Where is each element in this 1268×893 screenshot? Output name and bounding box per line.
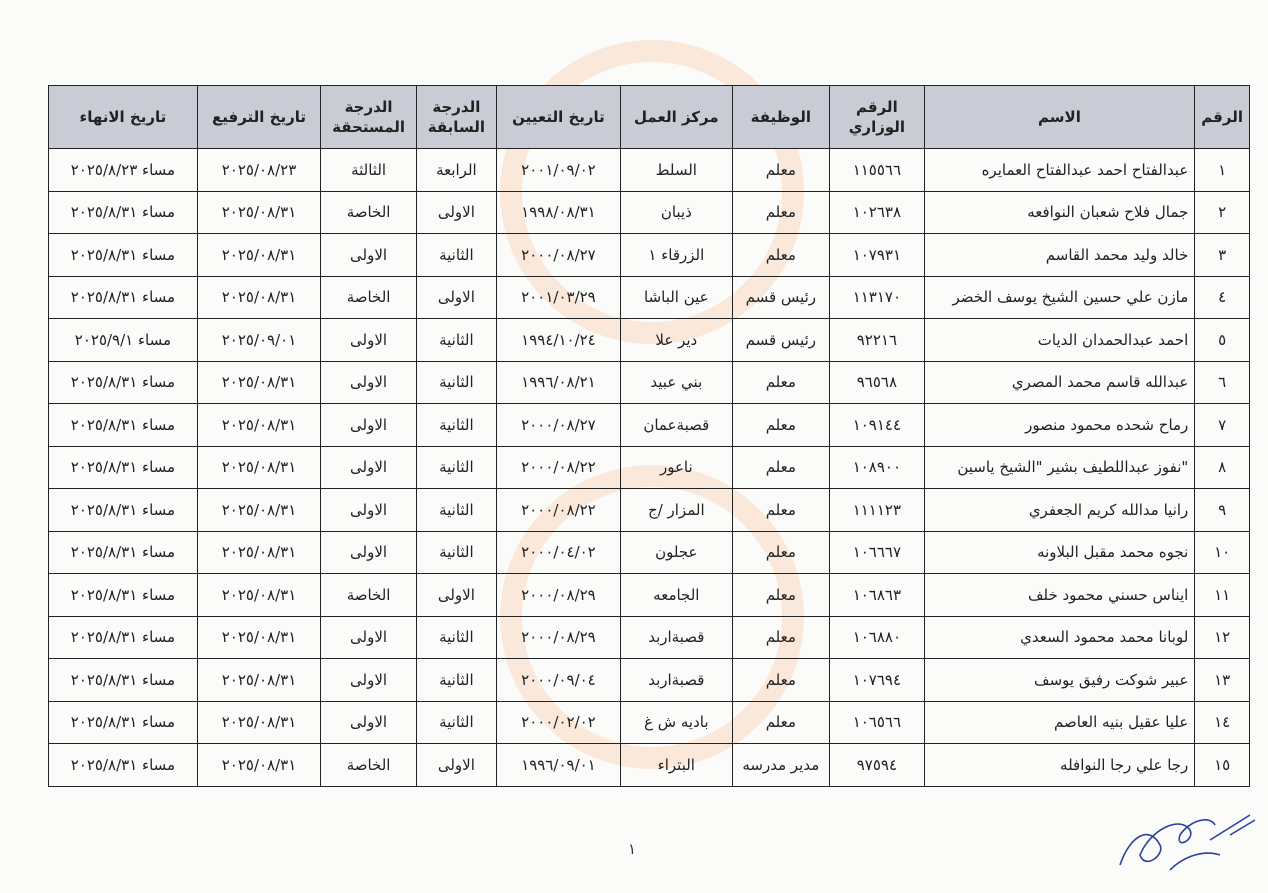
cell-col-name: عبدالله قاسم محمد المصري [924, 361, 1195, 404]
cell-col-due-grade: الاولى [321, 489, 417, 532]
cell-col-end-date: مساء ٢٠٢٥/٨/٣١ [49, 489, 198, 532]
cell-col-job: معلم [732, 574, 830, 617]
cell-col-job: معلم [732, 234, 830, 277]
cell-col-workplace: باديه ش غ [621, 701, 732, 744]
cell-col-due-grade: الاولى [321, 361, 417, 404]
cell-col-due-grade: الاولى [321, 234, 417, 277]
cell-col-number: ٩ [1195, 489, 1250, 532]
cell-col-previous-grade: الرابعة [416, 149, 496, 192]
cell-col-appointment-date: ٢٠٠٠/٠٨/٢٧ [496, 234, 620, 277]
cell-col-end-date: مساء ٢٠٢٥/٨/٣١ [49, 404, 198, 447]
cell-col-previous-grade: الثانية [416, 701, 496, 744]
cell-col-job: معلم [732, 701, 830, 744]
cell-col-previous-grade: الثانية [416, 404, 496, 447]
cell-col-appointment-date: ٢٠٠٠/٠٤/٠٢ [496, 531, 620, 574]
cell-col-ministry-id: ١١٥٥٦٦ [830, 149, 925, 192]
cell-col-due-grade: الاولى [321, 701, 417, 744]
cell-col-number: ٦ [1195, 361, 1250, 404]
cell-col-number: ٤ [1195, 276, 1250, 319]
cell-col-ministry-id: ٩٢٢١٦ [830, 319, 925, 362]
cell-col-name: لوبانا محمد محمود السعدي [924, 616, 1195, 659]
cell-col-ministry-id: ١٠٦٨٨٠ [830, 616, 925, 659]
cell-col-appointment-date: ٢٠٠٠/٠٩/٠٤ [496, 659, 620, 702]
cell-col-promotion-date: ٢٠٢٥/٠٨/٣١ [197, 191, 320, 234]
cell-col-due-grade: الخاصة [321, 191, 417, 234]
cell-col-appointment-date: ١٩٩٦/٠٩/٠١ [496, 744, 620, 787]
cell-col-end-date: مساء ٢٠٢٥/٨/٣١ [49, 361, 198, 404]
cell-col-promotion-date: ٢٠٢٥/٠٨/٣١ [197, 659, 320, 702]
cell-col-workplace: البتراء [621, 744, 732, 787]
cell-col-name: عليا عقيل بنيه العاصم [924, 701, 1195, 744]
cell-col-appointment-date: ٢٠٠٠/٠٨/٢٧ [496, 404, 620, 447]
cell-col-due-grade: الاولى [321, 446, 417, 489]
header-col-job: الوظيفة [732, 86, 830, 149]
cell-col-number: ٢ [1195, 191, 1250, 234]
cell-col-promotion-date: ٢٠٢٥/٠٨/٣١ [197, 361, 320, 404]
table-row [49, 531, 1250, 574]
table-row [49, 616, 1250, 659]
cell-col-job: معلم [732, 616, 830, 659]
cell-col-ministry-id: ١٠٦٥٦٦ [830, 701, 925, 744]
table-row [49, 361, 1250, 404]
cell-col-previous-grade: الثانية [416, 361, 496, 404]
cell-col-workplace: الزرقاء ١ [621, 234, 732, 277]
cell-col-end-date: مساء ٢٠٢٥/٨/٣١ [49, 531, 198, 574]
cell-col-end-date: مساء ٢٠٢٥/٨/٣١ [49, 191, 198, 234]
cell-col-promotion-date: ٢٠٢٥/٠٨/٣١ [197, 234, 320, 277]
cell-col-promotion-date: ٢٠٢٥/٠٨/٣١ [197, 616, 320, 659]
cell-col-ministry-id: ١١١١٢٣ [830, 489, 925, 532]
cell-col-ministry-id: ١٠٦٨٦٣ [830, 574, 925, 617]
cell-col-promotion-date: ٢٠٢٥/٠٩/٠١ [197, 319, 320, 362]
cell-col-ministry-id: ١٠٨٩٠٠ [830, 446, 925, 489]
cell-col-workplace: قصبةاربد [621, 659, 732, 702]
cell-col-previous-grade: الاولى [416, 744, 496, 787]
cell-col-previous-grade: الثانية [416, 531, 496, 574]
cell-col-promotion-date: ٢٠٢٥/٠٨/٣١ [197, 744, 320, 787]
table-row [49, 234, 1250, 277]
cell-col-job: معلم [732, 361, 830, 404]
cell-col-promotion-date: ٢٠٢٥/٠٨/٣١ [197, 489, 320, 532]
cell-col-previous-grade: الاولى [416, 276, 496, 319]
cell-col-ministry-id: ١٠٢٦٣٨ [830, 191, 925, 234]
header-col-promotion-date: تاريخ الترفيع [197, 86, 320, 149]
header-col-number: الرقم [1195, 86, 1250, 149]
cell-col-ministry-id: ١١٣١٧٠ [830, 276, 925, 319]
header-col-previous-grade: الدرجة السابقة [416, 86, 496, 149]
cell-col-job: معلم [732, 404, 830, 447]
cell-col-promotion-date: ٢٠٢٥/٠٨/٣١ [197, 276, 320, 319]
cell-col-appointment-date: ١٩٩٦/٠٨/٢١ [496, 361, 620, 404]
cell-col-number: ١٢ [1195, 616, 1250, 659]
cell-col-job: معلم [732, 191, 830, 234]
cell-col-number: ١٣ [1195, 659, 1250, 702]
table-row [49, 149, 1250, 192]
cell-col-number: ٧ [1195, 404, 1250, 447]
cell-col-number: ١٤ [1195, 701, 1250, 744]
cell-col-ministry-id: ٩٦٥٦٨ [830, 361, 925, 404]
cell-col-previous-grade: الثانية [416, 616, 496, 659]
cell-col-due-grade: الاولى [321, 404, 417, 447]
cell-col-appointment-date: ٢٠٠٠/٠٨/٢٩ [496, 574, 620, 617]
cell-col-promotion-date: ٢٠٢٥/٠٨/٣١ [197, 404, 320, 447]
cell-col-appointment-date: ١٩٩٤/١٠/٢٤ [496, 319, 620, 362]
cell-col-number: ١١ [1195, 574, 1250, 617]
cell-col-end-date: مساء ٢٠٢٥/٨/٣١ [49, 744, 198, 787]
cell-col-name: جمال فلاح شعبان النوافعه [924, 191, 1195, 234]
table-row [49, 489, 1250, 532]
cell-col-workplace: قصبةاربد [621, 616, 732, 659]
cell-col-appointment-date: ٢٠٠٠/٠٨/٢٢ [496, 446, 620, 489]
cell-col-name: احمد عبدالحمدان الديات [924, 319, 1195, 362]
header-col-ministry-id: الرقم الوزاري [830, 86, 925, 149]
table-row [49, 574, 1250, 617]
cell-col-due-grade: الخاصة [321, 276, 417, 319]
cell-col-due-grade: الاولى [321, 319, 417, 362]
cell-col-ministry-id: ١٠٧٦٩٤ [830, 659, 925, 702]
cell-col-number: ١ [1195, 149, 1250, 192]
cell-col-job: رئيس قسم [732, 276, 830, 319]
cell-col-previous-grade: الثانية [416, 659, 496, 702]
cell-col-due-grade: الثالثة [321, 149, 417, 192]
header-col-name: الاسم [924, 86, 1195, 149]
cell-col-appointment-date: ٢٠٠١/٠٣/٢٩ [496, 276, 620, 319]
cell-col-due-grade: الاولى [321, 531, 417, 574]
cell-col-workplace: المزار /ج [621, 489, 732, 532]
cell-col-name: رانيا مدالله كريم الجعفري [924, 489, 1195, 532]
cell-col-job: معلم [732, 531, 830, 574]
cell-col-workplace: عين الباشا [621, 276, 732, 319]
cell-col-workplace: السلط [621, 149, 732, 192]
cell-col-appointment-date: ٢٠٠٠/٠٨/٢٩ [496, 616, 620, 659]
cell-col-previous-grade: الثانية [416, 234, 496, 277]
cell-col-name: رجا علي رجا النوافله [924, 744, 1195, 787]
cell-col-promotion-date: ٢٠٢٥/٠٨/٣١ [197, 446, 320, 489]
cell-col-promotion-date: ٢٠٢٥/٠٨/٢٣ [197, 149, 320, 192]
cell-col-end-date: مساء ٢٠٢٥/٨/٣١ [49, 574, 198, 617]
cell-col-previous-grade: الثانية [416, 489, 496, 532]
cell-col-end-date: مساء ٢٠٢٥/٨/٣١ [49, 616, 198, 659]
cell-col-job: معلم [732, 659, 830, 702]
table-row [49, 191, 1250, 234]
cell-col-end-date: مساء ٢٠٢٥/٩/١ [49, 319, 198, 362]
signature [1110, 795, 1260, 885]
cell-col-name: مازن علي حسين الشيخ يوسف الخضر [924, 276, 1195, 319]
cell-col-appointment-date: ٢٠٠٠/٠٢/٠٢ [496, 701, 620, 744]
cell-col-ministry-id: ١٠٩١٤٤ [830, 404, 925, 447]
table-row [49, 701, 1250, 744]
cell-col-ministry-id: ١٠٦٦٦٧ [830, 531, 925, 574]
cell-col-end-date: مساء ٢٠٢٥/٨/٣١ [49, 701, 198, 744]
cell-col-job: معلم [732, 149, 830, 192]
table-row [49, 319, 1250, 362]
table-header-row [49, 86, 1250, 149]
cell-col-previous-grade: الاولى [416, 191, 496, 234]
table-row [49, 446, 1250, 489]
cell-col-promotion-date: ٢٠٢٥/٠٨/٣١ [197, 531, 320, 574]
cell-col-end-date: مساء ٢٠٢٥/٨/٣١ [49, 276, 198, 319]
cell-col-appointment-date: ١٩٩٨/٠٨/٣١ [496, 191, 620, 234]
cell-col-appointment-date: ٢٠٠١/٠٩/٠٢ [496, 149, 620, 192]
cell-col-due-grade: الاولى [321, 616, 417, 659]
table-row [49, 276, 1250, 319]
cell-col-number: ٨ [1195, 446, 1250, 489]
cell-col-workplace: الجامعه [621, 574, 732, 617]
table-row [49, 404, 1250, 447]
header-col-workplace: مركز العمل [621, 86, 732, 149]
header-col-due-grade: الدرجة المستحقة [321, 86, 417, 149]
cell-col-number: ٥ [1195, 319, 1250, 362]
table-row [49, 744, 1250, 787]
cell-col-due-grade: الخاصة [321, 574, 417, 617]
cell-col-workplace: عجلون [621, 531, 732, 574]
cell-col-name: رماح شحده محمود منصور [924, 404, 1195, 447]
table-row [49, 659, 1250, 702]
cell-col-number: ١٠ [1195, 531, 1250, 574]
cell-col-due-grade: الاولى [321, 659, 417, 702]
cell-col-number: ١٥ [1195, 744, 1250, 787]
cell-col-end-date: مساء ٢٠٢٥/٨/٢٣ [49, 149, 198, 192]
cell-col-workplace: ناعور [621, 446, 732, 489]
cell-col-ministry-id: ١٠٧٩٣١ [830, 234, 925, 277]
cell-col-end-date: مساء ٢٠٢٥/٨/٣١ [49, 659, 198, 702]
cell-col-name: عبدالفتاح احمد عبدالفتاح العمايره [924, 149, 1195, 192]
cell-col-workplace: ذيبان [621, 191, 732, 234]
cell-col-name: نجوه محمد مقبل البلاونه [924, 531, 1195, 574]
cell-col-workplace: دير علا [621, 319, 732, 362]
cell-col-name: عبير شوكت رفيق يوسف [924, 659, 1195, 702]
page-number: ١ [628, 840, 637, 858]
cell-col-promotion-date: ٢٠٢٥/٠٨/٣١ [197, 701, 320, 744]
cell-col-job: رئيس قسم [732, 319, 830, 362]
cell-col-appointment-date: ٢٠٠٠/٠٨/٢٢ [496, 489, 620, 532]
cell-col-previous-grade: الاولى [416, 574, 496, 617]
cell-col-job: مدير مدرسه [732, 744, 830, 787]
cell-col-workplace: بني عبيد [621, 361, 732, 404]
cell-col-ministry-id: ٩٧٥٩٤ [830, 744, 925, 787]
cell-col-job: معلم [732, 489, 830, 532]
cell-col-promotion-date: ٢٠٢٥/٠٨/٣١ [197, 574, 320, 617]
cell-col-name: "نفوز عبداللطيف بشير "الشيخ ياسين [924, 446, 1195, 489]
cell-col-end-date: مساء ٢٠٢٥/٨/٣١ [49, 234, 198, 277]
promotions-table [48, 85, 1250, 787]
cell-col-name: خالد وليد محمد القاسم [924, 234, 1195, 277]
cell-col-job: معلم [732, 446, 830, 489]
cell-col-previous-grade: الثانية [416, 319, 496, 362]
cell-col-number: ٣ [1195, 234, 1250, 277]
cell-col-end-date: مساء ٢٠٢٥/٨/٣١ [49, 446, 198, 489]
header-col-appointment-date: تاريخ التعيين [496, 86, 620, 149]
cell-col-workplace: قصبةعمان [621, 404, 732, 447]
cell-col-name: ايناس حسني محمود خلف [924, 574, 1195, 617]
cell-col-previous-grade: الثانية [416, 446, 496, 489]
header-col-end-date: تاريخ الانهاء [49, 86, 198, 149]
cell-col-due-grade: الخاصة [321, 744, 417, 787]
